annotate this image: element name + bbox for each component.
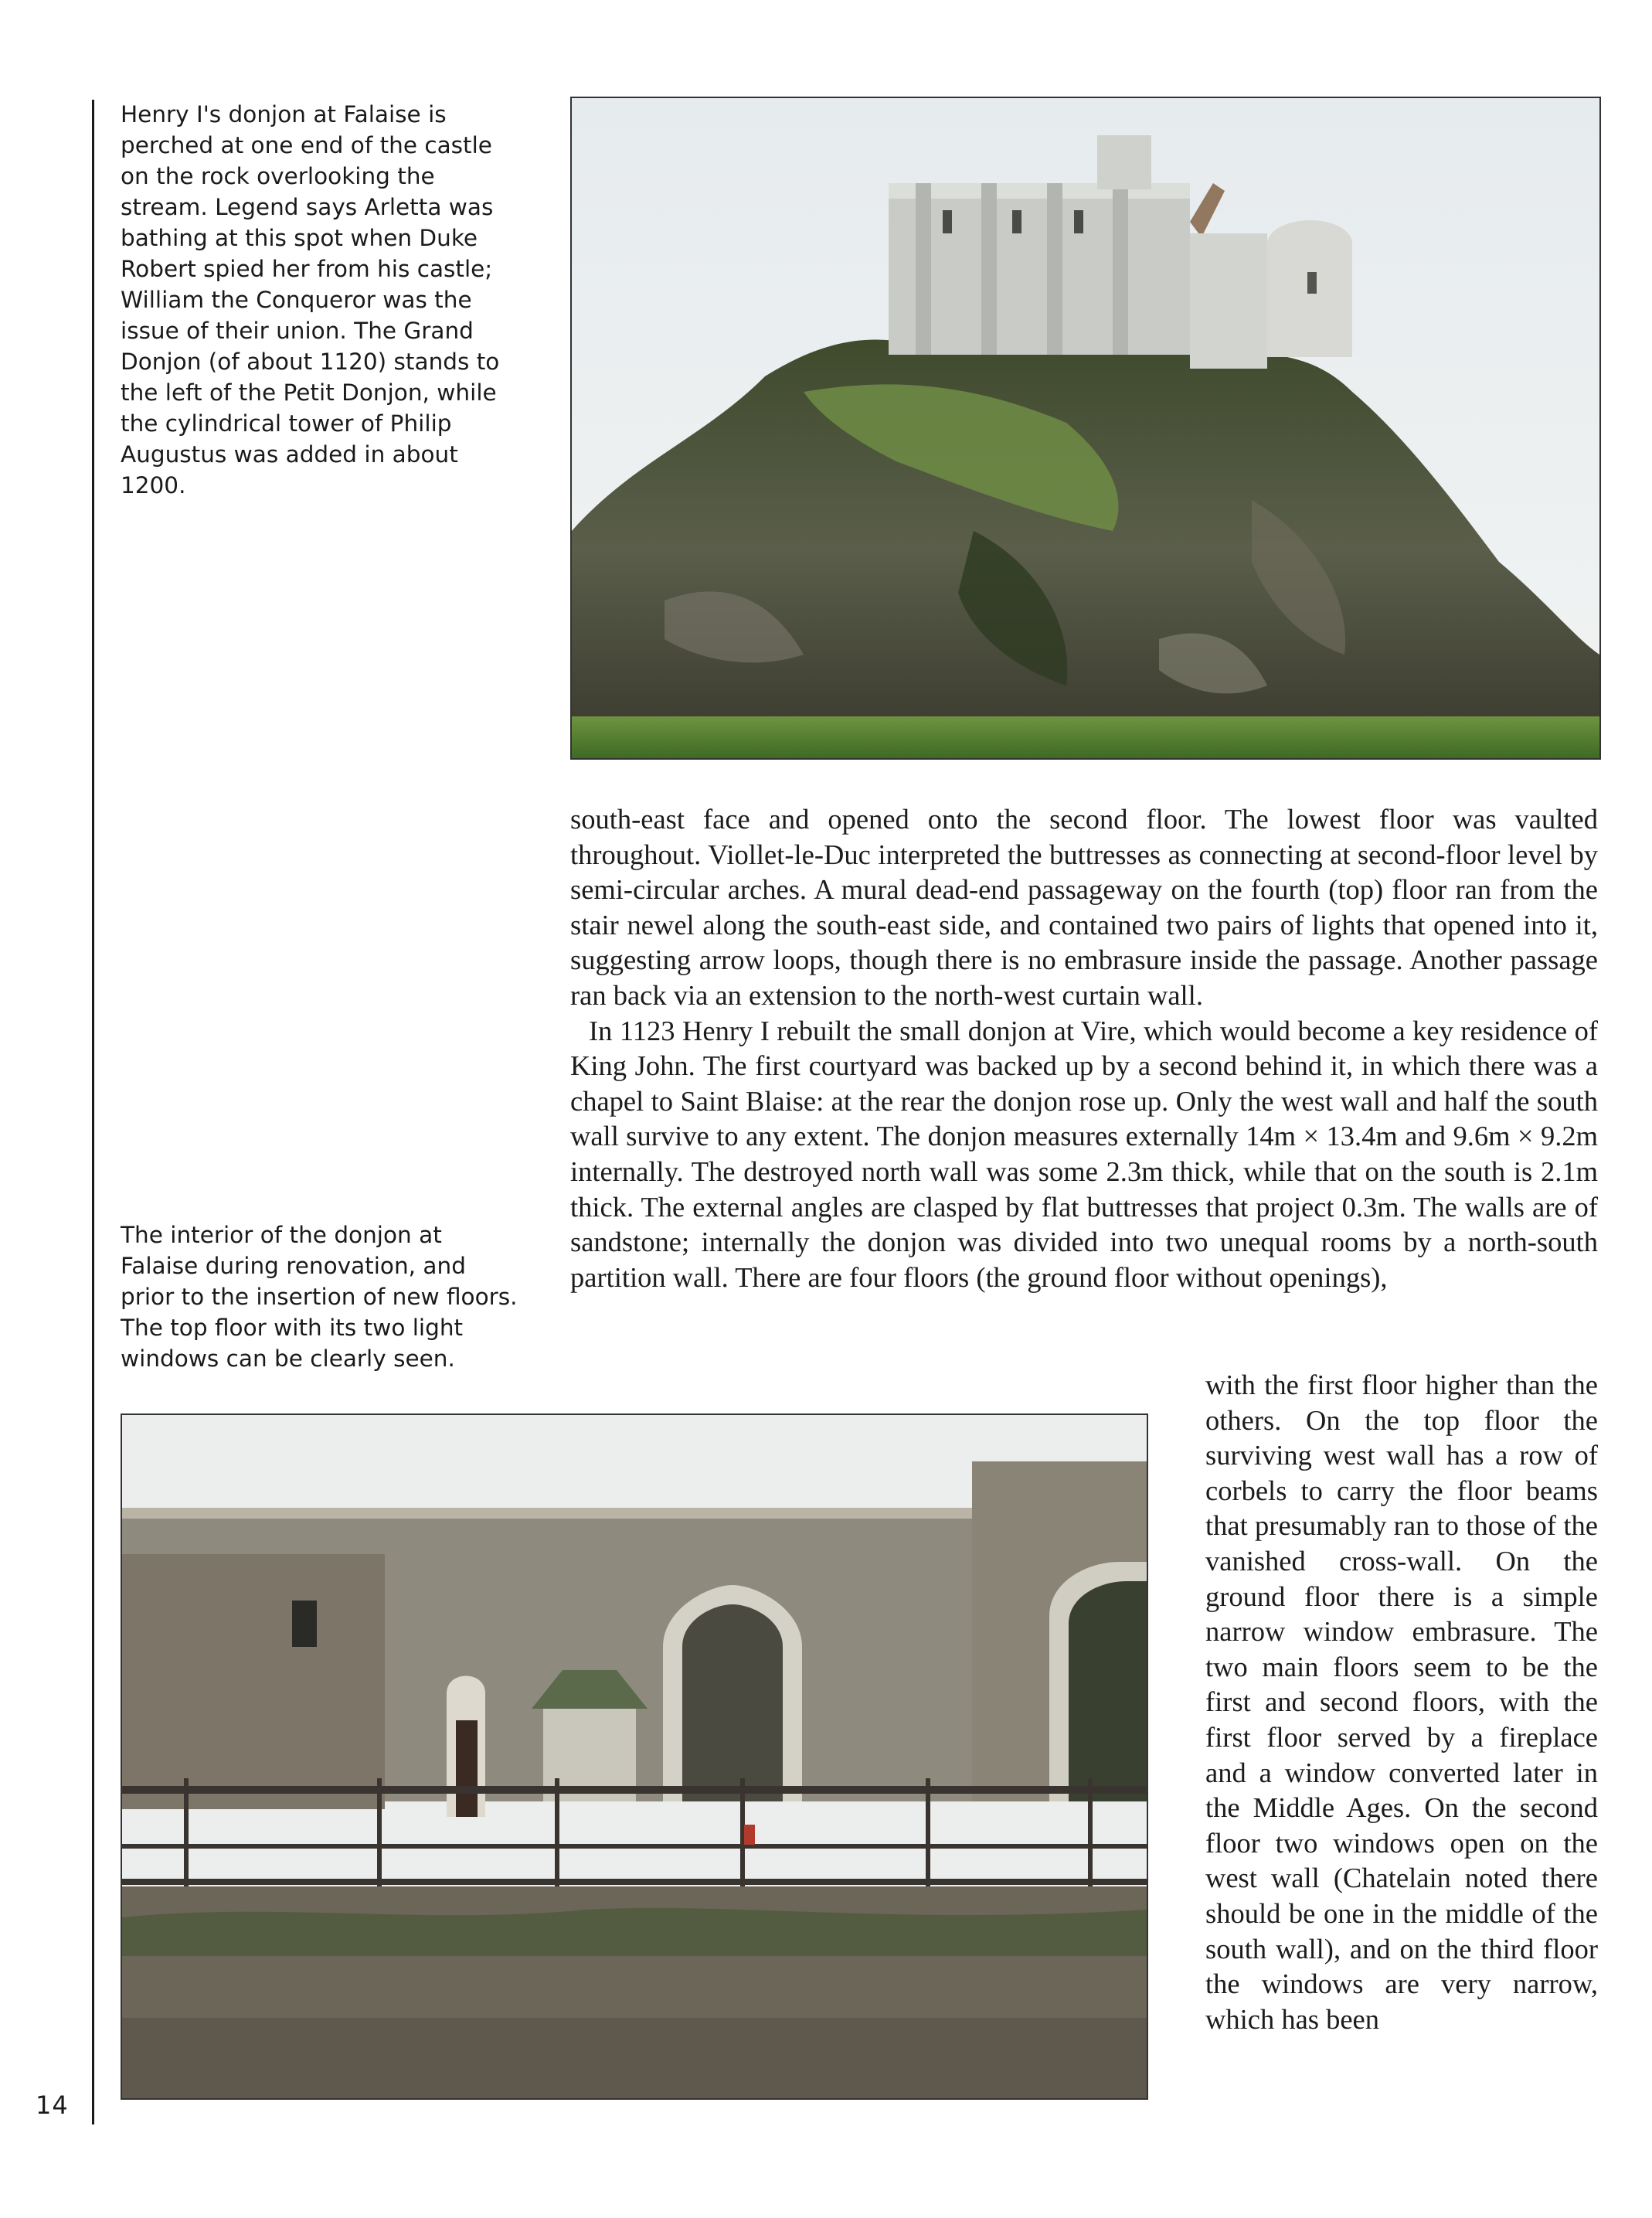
page-number: 14: [36, 2090, 69, 2120]
paragraph-falaise-passages: south-east face and opened onto the second floor. The lowest floor was vaulted throughout. Viollet-le-Duc interpreted the buttresses as connecting at second-floor level by semi-circular arches. A mural dead-end passageway on the fourth (top) floor ran from the stair newel along the south-east side, and contained two pairs of lights that opened into it, suggesting arrow loops, though there is no embrasure inside the passage. Another passage ran back via an extension to the north-west curtain wall.: [570, 803, 1598, 1011]
caption-falaise-interior: The interior of the donjon at Falaise during renovation, and prior to the insertion of new floors. The top floor with its two light windows can be clearly seen.: [121, 1222, 518, 1372]
photo-falaise-donjon-interior: [121, 1413, 1148, 2100]
photo-falaise-exterior-graphic: [572, 98, 1599, 758]
article-text-main: [570, 801, 1598, 1294]
paragraph-vire-donjon: In 1123 Henry I rebuilt the small donjon at Vire, which would become a key residence of King John. The first courtyard was backed up by a second behind it, in which there was a chapel to Saint Blaise: at the rear the donjon rose up. Only the west wall and half the south wall survive to any extent. The donjon measures externally 14m × 13.4m and 9.6m × 9.2m internally. The destroyed north wall was some 2.3m thick, while that on the south is 2.1m thick. The external angles are clasped by flat buttresses that project 0.3m. The walls are of sandstone; internally the donjon was divided into two unequal rooms by a north-south partition wall. There are four floors (the ground floor without openings),: [570, 1014, 1598, 1293]
photo-falaise-donjon-exterior: [570, 97, 1601, 760]
caption-falaise-exterior: Henry I's donjon at Falaise is perched at one end of the castle on the rock overlooking the stream. Legend says Arletta was bathing at this spot when Duke Robert spied her from his castle; William the Conqueror was the issue of their union. The Grand Donjon (of about 1120) stands to the left of the Petit Donjon, while the cylindrical tower of Philip Augustus was added in about 1200.: [121, 101, 500, 498]
margin-rule: [92, 100, 94, 2124]
paragraph-vire-floors: with the first floor higher than the others. On the top floor the surviving west wall has a row of corbels to carry the floor beams that presumably ran to those of the vanished cross-wall. On the ground floor there is a simple narrow window embrasure. The two main floors seem to be the first and second floors, with the first floor served by a fireplace and a window converted later in the Middle Ages. On the second floor two windows open on the west wall (Chatelain noted there should be one in the middle of the south wall), and on the third floor the windows are very narrow, which has been: [1205, 1369, 1598, 2035]
photo-falaise-interior-graphic: [122, 1415, 1147, 2098]
article-text-side: [1205, 1367, 1598, 2036]
